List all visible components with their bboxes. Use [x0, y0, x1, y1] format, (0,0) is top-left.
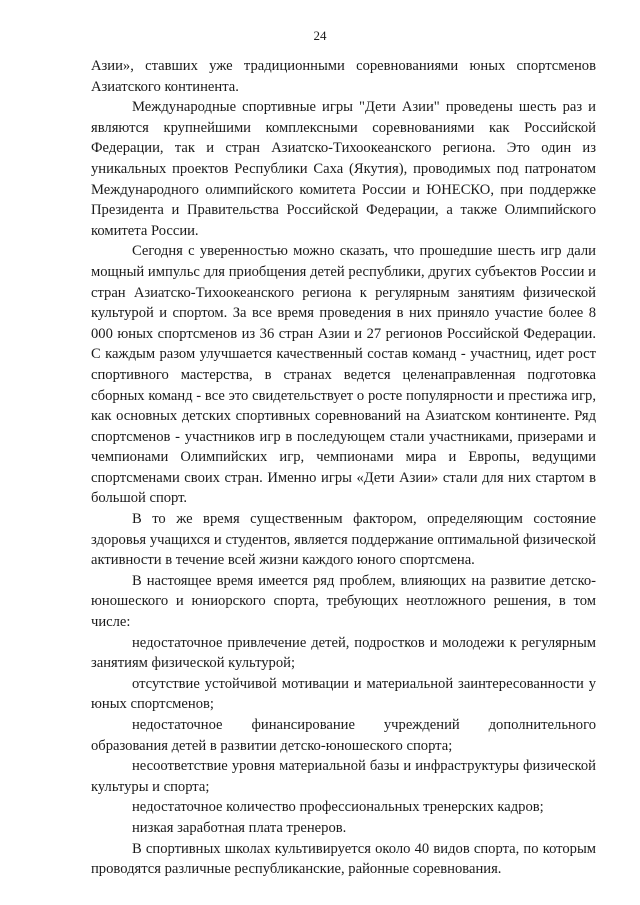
- paragraph-4: В то же время существенным фактором, определяющим состояние здоровья учащихся и студентов, является поддержание оптимальной физической активности в течение всей жизни каждого юного спортсмена.: [91, 511, 596, 569]
- paragraph-3: Сегодня с уверенностью можно сказать, что прошедшие шесть игр дали мощный импульс для приобщения детей республики, других субъектов России и стран Азиатско-Тихоокеанского региона к регулярным занятиям физической культурой и спортом. За все время проведения в них приняло участие более 8 000 юных спортсменов из 36 стран Азии и 27 регионов Российской Федерации. С каждым разом улучшается качественный состав команд - участниц, идет рост спортивного мастерства, в странах ведется целенаправленная подготовка сборных команд - все это свидетельствует о росте популярности и престижа игр, как основных детских спортивных соревнований на Азиатском континенте. Ряд спортсменов - участников игр в последующем стали участниками, призерами и чемпионами Олимпийских игр, чемпионами мира и Европы, ведущими спортсменами своих стран. Именно игры «Дети Азии» стали для них стартом в большой спорт.: [91, 243, 596, 507]
- list-item-2: отсутствие устойчивой мотивации и материальной заинтересованности у юных спортсменов;: [91, 675, 596, 713]
- list-item-3: недостаточное финансирование учреждений дополнительного образования детей в развитии детско-юношеского спорта;: [91, 717, 596, 754]
- page-number: 24: [313, 28, 327, 43]
- paragraph-1: Азии», ставших уже традиционными соревнованиями юных спортсменов Азиатского континента.: [91, 58, 596, 95]
- list-item-1: недостаточное привлечение детей, подростков и молодежи к регулярным занятиям физической культурой;: [91, 634, 596, 672]
- paragraph-5: В настоящее время имеется ряд проблем, влияющих на развитие детско-юношеского и юниорского спорта, требующих неотложного решения, в том числе:: [91, 572, 596, 631]
- list-item-4: несоответствие уровня материальной базы и инфраструктуры физической культуры и спорта;: [91, 758, 596, 795]
- list-item-5: недостаточное количество профессиональных тренерских кадров;: [132, 799, 544, 816]
- paragraph-6: В спортивных школах культивируется около 40 видов спорта, по которым проводятся различные республиканские, районные соревнования.: [91, 840, 596, 878]
- list-item-6: низкая заработная плата тренеров.: [132, 819, 347, 836]
- paragraph-2: Международные спортивные игры "Дети Азии" проведены шесть раз и являются крупнейшими комплексными соревнованиями как Российской Федерации, так и стран Азиатско-Тихоокеанского региона. Это один из уникальных проектов Республики Саха (Якутия), проводимых под патронатом Международного олимпийского комитета России и ЮНЕСКО, при поддержке Президента и Правительства Российской Федерации, а также Олимпийского комитета России.: [91, 99, 596, 239]
- document-body: [91, 56, 596, 880]
